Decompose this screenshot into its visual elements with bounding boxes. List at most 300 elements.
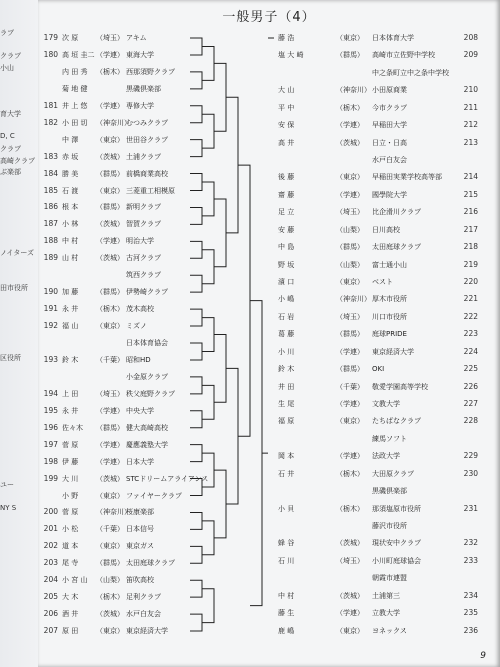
entry-num: 235 [463, 608, 478, 618]
entry-num: 181 [43, 100, 58, 110]
entry-team: 國學院大学 [372, 190, 407, 199]
entry-name: 安 藤 [278, 225, 295, 234]
entry-num: 223 [463, 329, 478, 339]
entry-num: 184 [43, 168, 58, 178]
entry-team: 現状安中クラブ [372, 539, 421, 548]
entry-team: 那須塩原市役所 [372, 504, 421, 513]
entry-team: 中之条町立中之条中学校 [372, 68, 449, 77]
entry-name: 石 渡 [62, 186, 79, 195]
entry-pref: （群馬） [96, 288, 124, 297]
entry-num: 194 [43, 388, 58, 398]
bracket-line [190, 140, 202, 157]
margin-fragment: クラブ [0, 145, 21, 153]
bracket-line [202, 385, 214, 419]
entry-num: 225 [463, 364, 478, 374]
entry-name: 野 坂 [278, 260, 295, 269]
entry-name: 小 野 [62, 491, 79, 500]
entry-team: 新明クラブ [126, 203, 161, 212]
entry-name: 安 保 [278, 121, 295, 130]
entry-pref: （千葉） [96, 355, 124, 364]
bracket-line [190, 512, 202, 529]
bracket-line [190, 241, 202, 258]
entry-pref: （茨城） [336, 591, 364, 600]
entry-name: 根 本 [62, 203, 79, 212]
bracket-line [226, 368, 238, 504]
bracket-line [202, 589, 214, 623]
bracket-line [190, 38, 202, 55]
entry-name: 中 澤 [62, 135, 79, 144]
entry-name: 鹿 嶋 [278, 626, 295, 635]
bracket-line [190, 445, 202, 462]
entry-num: 183 [43, 151, 58, 161]
entry-team: 水戸白友会 [372, 156, 407, 164]
entry-name: 後 藤 [278, 173, 295, 182]
entry-pref: （神奈川） [96, 508, 131, 517]
entry-num: 226 [463, 381, 478, 391]
entry-num: 233 [463, 555, 478, 565]
entry-num: 198 [43, 456, 58, 466]
entry-num: 193 [43, 354, 58, 364]
margin-fragment: ぶ楽部 [0, 168, 21, 177]
entry-name: 高 垣 圭二 [62, 50, 95, 59]
entry-team: 東京経済大学 [372, 347, 414, 356]
entry-team: 智賀クラブ [126, 220, 161, 229]
margin-fragment: ラブ [0, 29, 14, 37]
entry-num: 199 [43, 473, 58, 483]
entry-name: 酒 井 [62, 610, 79, 619]
entry-name: 藤 生 [278, 609, 295, 618]
entry-name: 塩 大 崎 [278, 51, 304, 60]
entry-num: 195 [43, 405, 58, 415]
entry-team: 日立・日高 [372, 138, 407, 147]
entry-num: 221 [463, 294, 478, 304]
previous-page-margin [0, 0, 38, 667]
entry-num: 219 [463, 259, 478, 269]
entry-pref: （埼玉） [96, 34, 124, 42]
entry-pref: （群馬） [336, 330, 364, 339]
entry-pref: （神奈川） [336, 86, 371, 95]
entry-pref: （茨城） [96, 152, 124, 161]
bracket-line [250, 301, 262, 606]
entry-name: 鈴 木 [62, 355, 79, 364]
entry-team: 富士通小山 [372, 260, 407, 269]
margin-fragment: 区役所 [0, 353, 21, 362]
entry-pref: （群馬） [96, 169, 124, 178]
bracket-line [190, 546, 202, 563]
entry-team: 筑西クラブ [126, 271, 161, 280]
entry-name: 石 川 [278, 556, 295, 565]
entry-num: 217 [463, 224, 478, 234]
margin-fragment: 田市役所 [0, 284, 28, 293]
entry-team: OKI [372, 365, 385, 374]
entry-num: 209 [463, 50, 478, 60]
entry-team: 伊勢崎クラブ [126, 288, 168, 297]
entry-num: 186 [43, 202, 58, 212]
entry-num: 208 [463, 33, 478, 42]
entry-team: 庭球PRIDE [372, 330, 407, 339]
entry-team: 東京ガス [126, 542, 154, 551]
entry-team: 今市クラブ [372, 103, 407, 112]
entry-pref: （栃木） [336, 504, 364, 513]
entry-pref: （学連） [336, 121, 364, 130]
entry-name: 足 立 [278, 208, 295, 217]
margin-fragment: 高崎クラブ [0, 156, 35, 165]
entry-team: 日本体育協会 [126, 339, 168, 347]
entry-team: 水戸白友会 [126, 610, 161, 619]
entry-num: 191 [43, 304, 58, 314]
entry-name: 濱 口 [278, 278, 295, 286]
bracket-line [202, 521, 214, 555]
entry-team: 太田庭球クラブ [126, 559, 175, 568]
entry-pref: （茨城） [336, 539, 364, 548]
entry-pref: （学連） [336, 347, 364, 356]
entry-team: 立教大学 [372, 609, 400, 618]
page-title: 一般男子（4） [222, 10, 316, 25]
entry-team: 小金原クラブ [126, 372, 168, 381]
entry-num: 231 [463, 503, 478, 513]
entry-name: 鈴 木 [278, 365, 295, 374]
entry-pref: （神奈川） [96, 118, 131, 127]
tournament-page [38, 0, 500, 667]
entry-pref: （東京） [336, 34, 364, 42]
entry-name: 道 本 [62, 542, 79, 551]
margin-fragment: ユー [0, 481, 14, 490]
entry-name: 尾 寺 [62, 559, 79, 568]
margin-fragment: 小山 [0, 63, 14, 72]
entry-pref: （東京） [336, 417, 364, 426]
entry-name: 藤 浩 [278, 34, 295, 42]
bracket-line [190, 72, 202, 89]
entry-name: 山 村 [62, 254, 79, 263]
entry-team: 練馬ソフト [372, 434, 407, 443]
bracket-line [202, 182, 214, 216]
bracket-line [190, 343, 202, 360]
entry-name: 齋 藤 [278, 190, 295, 199]
entry-team: 東京経済大学 [126, 627, 168, 636]
margin-fragment: ノイターズ [0, 249, 35, 258]
margin-fragment: クラブ [0, 52, 21, 61]
entry-team: 西那須野クラブ [126, 67, 175, 76]
entry-num: 190 [43, 287, 58, 297]
entry-num: 201 [43, 524, 58, 534]
bracket-line [202, 250, 214, 284]
entry-name: 菅 原 [62, 440, 79, 449]
entry-name: 福 山 [62, 322, 79, 331]
entry-team: 黒磯倶楽部 [372, 487, 407, 496]
entry-team: むつみクラブ [126, 118, 168, 127]
entry-pref: （千葉） [336, 382, 364, 391]
entry-name: 伊 藤 [62, 457, 79, 466]
entry-team: 太田庭球クラブ [372, 243, 421, 252]
margin-fragment: NY S [0, 503, 17, 512]
entry-pref: （学連） [96, 406, 124, 415]
entry-pref: （学連） [336, 609, 364, 618]
margin-fragment: D, C [0, 132, 15, 141]
entry-pref: （東京） [96, 491, 124, 500]
entry-name: 大 木 [62, 593, 79, 602]
entry-name: 永 井 [62, 305, 79, 314]
entry-team: 世田谷クラブ [126, 135, 168, 144]
entry-name: 小 田 切 [62, 118, 88, 127]
entry-pref: （群馬） [96, 423, 124, 432]
bracket-line [190, 207, 202, 224]
entry-pref: （学連） [96, 50, 124, 59]
entry-name: 福 原 [278, 417, 295, 426]
entry-team: 敬愛学園高等学校 [372, 382, 428, 391]
bracket-line [238, 165, 250, 436]
entry-num: 228 [463, 416, 478, 426]
entry-pref: （東京） [336, 173, 364, 182]
entry-pref: （埼玉） [336, 312, 364, 321]
entry-name: 石 岩 [278, 312, 295, 321]
entry-pref: （山梨） [336, 260, 364, 269]
entry-num: 202 [43, 541, 58, 551]
entry-num: 227 [463, 399, 478, 408]
entry-num: 180 [43, 49, 58, 59]
entry-team: 文教大学 [372, 400, 400, 408]
entry-name: 蜂 谷 [278, 539, 295, 548]
entry-team: 桜康楽部 [126, 508, 154, 517]
bracket-line [190, 411, 202, 428]
entry-team: 大田原クラブ [372, 469, 414, 478]
entry-num: 215 [463, 189, 478, 199]
bracket-line [202, 46, 214, 80]
entry-team: 慶應義塾大学 [126, 440, 168, 449]
bracket-line [190, 614, 202, 631]
entry-num: 206 [43, 609, 58, 619]
entry-num: 213 [463, 137, 478, 147]
entry-pref: （群馬） [336, 243, 364, 252]
entry-pref: （山梨） [96, 576, 124, 585]
entry-team: 足利クラブ [126, 593, 161, 602]
entry-team: 古河クラブ [126, 254, 161, 263]
entry-pref: （学連） [336, 190, 364, 199]
entry-num: 212 [463, 120, 478, 130]
entry-pref: （東京） [336, 626, 364, 635]
entry-num: 203 [43, 558, 58, 568]
entry-pref: （学連） [96, 440, 124, 449]
entry-team: 日本体育大学 [372, 34, 414, 42]
entry-name: 小 林 [62, 220, 79, 229]
entry-pref: （茨城） [96, 254, 124, 263]
bracket-line [190, 377, 202, 394]
entry-team: 早稲田実業学校高等部 [372, 173, 442, 182]
entry-pref: （山梨） [336, 225, 364, 234]
bracket-line [214, 63, 226, 131]
entry-team: 土浦第三 [372, 591, 400, 600]
entry-team: アキム [126, 34, 147, 42]
entry-pref: （茨城） [96, 474, 124, 483]
entry-team: 日本信号 [126, 525, 154, 534]
entry-team: 川口市役所 [372, 312, 407, 321]
entry-name: 中 村 [278, 591, 295, 600]
entry-num: 179 [43, 33, 58, 42]
entry-num: 210 [463, 85, 478, 95]
entry-name: 小 貝 [278, 504, 295, 513]
entry-pref: （東京） [96, 322, 124, 331]
bracket-line [202, 114, 214, 148]
bracket-line [214, 199, 226, 267]
entry-num: 218 [463, 242, 478, 252]
entry-pref: （学連） [336, 400, 364, 408]
entry-name: 葛 藤 [278, 330, 295, 339]
entry-num: 211 [463, 102, 478, 112]
entry-name: 中 島 [278, 243, 295, 252]
entry-name: 赤 坂 [62, 152, 79, 161]
entry-team: 厚木市役所 [372, 295, 407, 304]
entry-team: 笛吹高校 [126, 576, 154, 585]
entry-num: 182 [43, 117, 58, 127]
entry-team: 小川町庭球協会 [372, 556, 421, 565]
entry-team: ファイヤークラブ [126, 491, 182, 500]
entry-team: 茂木高校 [126, 305, 154, 314]
entry-team: 土浦クラブ [126, 152, 161, 161]
entry-team: 前橋商業高校 [126, 169, 168, 178]
entry-pref: （茨城） [336, 138, 364, 147]
entry-num: 187 [43, 219, 58, 229]
entry-name: 上 田 [62, 389, 79, 398]
entry-num: 229 [463, 451, 478, 461]
entry-team: 三菱重工相模原 [126, 186, 175, 195]
entry-name: 小 松 [62, 525, 79, 534]
entry-name: 小 川 [278, 347, 295, 356]
entry-pref: （東京） [336, 278, 364, 286]
entry-name: 岡 本 [278, 452, 295, 461]
entry-num: 188 [43, 236, 58, 246]
entry-num: 205 [43, 592, 58, 602]
entry-team: 昭和HD [126, 355, 151, 364]
entry-pref: （埼玉） [336, 556, 364, 565]
bracket-line [214, 470, 226, 538]
entry-name: 加 藤 [62, 288, 79, 297]
entry-name: 菊 地 健 [62, 84, 88, 93]
entry-name: 次 原 [62, 34, 79, 42]
entry-team: 明治大学 [126, 237, 154, 246]
entry-pref: （東京） [96, 542, 124, 551]
bracket-line [214, 335, 226, 403]
entry-team: 日本大学 [126, 457, 154, 466]
bracket-line [190, 106, 202, 123]
entry-team: 朝霞市連盟 [372, 574, 407, 583]
bracket-line [190, 309, 202, 326]
entry-num: 220 [463, 277, 478, 286]
entry-team: 藤沢市役所 [372, 522, 407, 530]
entry-pref: （東京） [96, 186, 124, 195]
entry-pref: （神奈川） [336, 295, 371, 304]
entry-pref: （千葉） [96, 525, 124, 534]
entry-pref: （学連） [96, 457, 124, 466]
entry-num: 232 [463, 538, 478, 548]
entry-num: 204 [43, 575, 58, 585]
entry-team: 日川高校 [372, 225, 400, 234]
entry-pref: （学連） [336, 452, 364, 461]
entry-num: 196 [43, 422, 58, 432]
entry-team: 黒磯倶楽部 [126, 84, 161, 93]
entry-num: 214 [463, 172, 478, 182]
entry-name: 永 井 [62, 406, 79, 415]
entry-num: 234 [463, 590, 478, 600]
entry-team: ヨネックス [372, 626, 407, 635]
entry-num: 207 [43, 626, 58, 636]
entry-num: 216 [463, 207, 478, 217]
entry-team: 高崎市立佐野中学校 [372, 51, 435, 60]
entry-pref: （埼玉） [96, 389, 124, 398]
entry-num: 185 [43, 185, 58, 195]
entry-pref: （学連） [96, 237, 124, 246]
entry-team: 法政大学 [372, 452, 400, 461]
bracket-lines [38, 0, 500, 667]
entry-num: 236 [463, 625, 478, 635]
entry-name: 原 田 [62, 627, 79, 636]
entry-num: 200 [43, 507, 58, 517]
margin-fragment: 育大学 [0, 110, 21, 119]
entry-name: 石 井 [278, 469, 295, 478]
entry-pref: （学連） [96, 101, 124, 110]
entry-name: 中 村 [62, 237, 79, 246]
entry-num: 222 [463, 311, 478, 321]
entry-name: 小 嶋 [278, 295, 295, 304]
page-number: 9 [480, 651, 486, 661]
entry-name: 小 宮 山 [62, 576, 88, 585]
entry-name: 井 田 [278, 382, 295, 391]
entry-num: 197 [43, 439, 58, 449]
entry-name: 佐々木 [62, 423, 83, 432]
entry-name: 大 川 [62, 474, 79, 483]
entry-pref: （栃木） [96, 67, 124, 76]
entry-num: 189 [43, 253, 58, 263]
entry-team: 東海大学 [126, 50, 154, 59]
entry-team: 比企滑川クラブ [372, 208, 421, 217]
entry-name: 勝 美 [62, 169, 79, 178]
entry-name: 平 中 [278, 103, 295, 112]
entry-num: 224 [463, 346, 478, 356]
entry-num: 192 [43, 321, 58, 331]
entry-pref: （埼玉） [336, 208, 364, 217]
entry-team: 専修大学 [126, 101, 154, 110]
entry-team: 早稲田大学 [372, 121, 407, 130]
bracket-line [190, 580, 202, 597]
entry-pref: （群馬） [96, 559, 124, 568]
bracket-line [190, 479, 202, 496]
entry-pref: （群馬） [96, 203, 124, 212]
entry-team: たちばなクラブ [372, 417, 421, 426]
entry-team: 中央大学 [126, 406, 154, 415]
entry-num: 230 [463, 468, 478, 478]
entry-name: 大 山 [278, 86, 295, 95]
entry-pref: （群馬） [336, 365, 364, 374]
bracket-line [226, 97, 238, 233]
entry-team: STCドリームアライアンス [126, 474, 209, 483]
entry-name: 高 井 [278, 138, 295, 147]
entry-team: ミズノ [126, 322, 147, 331]
entry-team: 健大高崎高校 [126, 423, 168, 432]
entry-pref: （茨城） [96, 220, 124, 229]
entry-pref: （東京） [96, 135, 124, 144]
bracket-line [190, 275, 202, 292]
entry-pref: （栃木） [336, 103, 364, 112]
entry-pref: （東京） [96, 627, 124, 636]
entry-pref: （栃木） [336, 469, 364, 478]
entry-pref: （栃木） [96, 305, 124, 314]
entry-name: 井 上 悠 [62, 101, 88, 110]
entry-team: 秩父庭野クラブ [126, 389, 175, 398]
bracket-line [202, 318, 214, 352]
entry-pref: （群馬） [336, 51, 364, 60]
entry-team: 小田原商業 [372, 86, 407, 95]
entry-pref: （茨城） [96, 610, 124, 619]
bracket-line [190, 174, 202, 191]
entry-name: 生 尾 [278, 400, 295, 408]
